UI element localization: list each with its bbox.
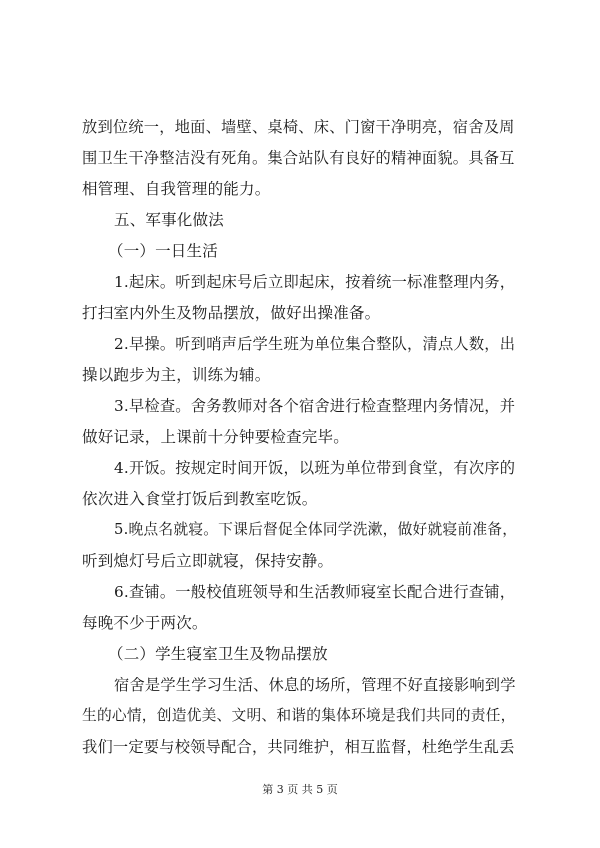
text-line: 6.查铺。一般校值班领导和生活教师寝室长配合进行查铺， (114, 583, 516, 601)
text-line: 1.起床。听到起床号后立即起床，按着统一标准整理内务， (114, 273, 516, 291)
text-line: 每晚不少于两次。 (82, 614, 208, 632)
subsection-heading: （二）学生寝室卫生及物品摆放 (108, 645, 328, 663)
text-line: 相管理、自我管理的能力。 (82, 180, 271, 198)
text-line: 操以跑步为主，训练为辅。 (82, 366, 271, 384)
text-line: 宿舍是学生学习生活、休息的场所，管理不好直接影响到学 (114, 676, 516, 694)
text-line: 生的心情，创造优美、文明、和谐的集体环境是我们共同的责任， (82, 707, 516, 724)
text-line: 依次进入食堂打饭后到教室吃饭。 (82, 490, 318, 508)
text-line: 做好记录，上课前十分钟要检查完毕。 (82, 428, 349, 446)
text-line: 放到位统一，地面、墙壁、桌椅、床、门窗干净明亮，宿舍及周 (82, 118, 515, 136)
text-line: 5.晚点名就寝。下课后督促全体同学洗漱，做好就寝前准备， (114, 521, 518, 538)
text-line: 3.早检查。舍务教师对各个宿舍进行检查整理内务情况，并 (114, 397, 516, 415)
section-heading: 五、军事化做法 (114, 211, 224, 229)
text-line: 2.早操。听到哨声后学生班为单位集合整队，清点人数，出 (114, 335, 516, 353)
page-footer: 第 3 页 共 5 页 (262, 783, 338, 796)
subsection-heading: （一）一日生活 (108, 242, 218, 260)
text-line: 我们一定要与校领导配合，共同维护，相互监督，杜绝学生乱丢 (82, 738, 515, 756)
text-line: 围卫生干净整洁没有死角。集合站队有良好的精神面貌。具备互 (82, 149, 515, 167)
text-line: 4.开饭。按规定时间开饭，以班为单位带到食堂，有次序的 (114, 459, 516, 477)
text-line: 打扫室内外生及物品摆放，做好出操准备。 (82, 304, 381, 322)
text-line: 听到熄灯号后立即就寝，保持安静。 (82, 552, 334, 570)
